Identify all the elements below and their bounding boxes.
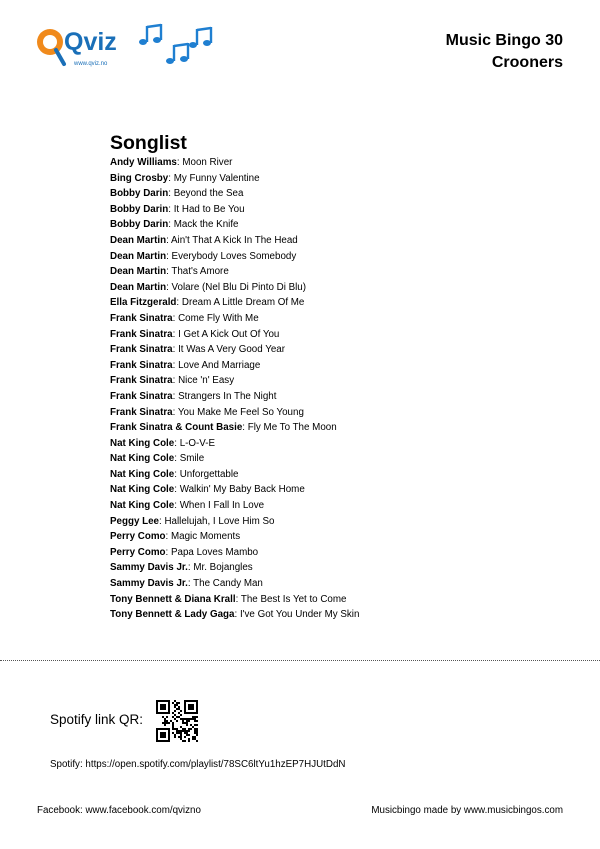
song-item: Frank Sinatra: You Make Me Feel So Young: [110, 406, 304, 418]
song-artist: Dean Martin: [110, 266, 167, 278]
song-title: Strangers In The Night: [178, 390, 277, 402]
song-title: Mr. Bojangles: [193, 562, 253, 574]
song-item: Sammy Davis Jr.: Mr. Bojangles: [110, 562, 253, 574]
song-item: Nat King Cole: Smile: [110, 453, 205, 465]
song-title: Beyond the Sea: [173, 188, 244, 200]
song-item: Frank Sinatra: It Was A Very Good Year: [110, 344, 286, 356]
song-item: Ella Fitzgerald: Dream A Little Dream Of Me: [110, 297, 305, 309]
facebook-link[interactable]: Facebook: www.facebook.com/qvizno: [37, 805, 201, 816]
song-title: My Funny Valentine: [173, 172, 260, 184]
musicbingos-credit[interactable]: Musicbingo made by www.musicbingos.com: [371, 805, 563, 816]
song-item: Bobby Darin: Beyond the Sea: [110, 188, 244, 200]
song-title: The Candy Man: [193, 578, 263, 590]
song-artist: Frank Sinatra: [110, 312, 173, 324]
song-artist: Dean Martin: [110, 250, 167, 262]
song-item: Perry Como: Papa Loves Mambo: [110, 546, 259, 558]
spotify-link[interactable]: Spotify: https://open.spotify.com/playlist/78SC6ltYu1hzEP7HJUtDdN: [50, 759, 346, 770]
song-item: Nat King Cole: L-O-V-E: [110, 437, 216, 449]
song-artist: Tony Bennett & Lady Gaga: [110, 609, 235, 621]
song-title: I Get A Kick Out Of You: [178, 328, 280, 340]
song-artist: Tony Bennett & Diana Krall: [110, 593, 236, 605]
logo-text: Qviz: [64, 28, 117, 56]
song-item: Nat King Cole: When I Fall In Love: [110, 500, 265, 512]
song-artist: Frank Sinatra: [110, 328, 173, 340]
dotted-divider: [0, 660, 600, 661]
header-title-block: [446, 30, 563, 74]
song-title: Unforgettable: [179, 468, 239, 480]
songlist-heading: Songlist: [110, 132, 187, 154]
qviz-logo: [34, 20, 126, 70]
song-artist: Nat King Cole: [110, 453, 175, 465]
song-title: It Was A Very Good Year: [178, 344, 286, 356]
song-title: L-O-V-E: [179, 437, 216, 449]
song-title: Smile: [179, 453, 205, 465]
song-artist: Ella Fitzgerald: [110, 297, 177, 309]
song-title: Everybody Loves Somebody: [171, 250, 297, 262]
song-title: Come Fly With Me: [178, 312, 259, 324]
song-item: Frank Sinatra: Strangers In The Night: [110, 390, 277, 402]
song-title: I've Got You Under My Skin: [239, 609, 360, 621]
song-title: Fly Me To The Moon: [247, 422, 337, 434]
song-artist: Andy Williams: [110, 157, 177, 168]
song-title: Love And Marriage: [178, 359, 261, 371]
song-artist: Nat King Cole: [110, 500, 175, 512]
spotify-qr-code[interactable]: [156, 700, 198, 742]
bingo-title: Music Bingo 30: [445, 32, 563, 49]
song-item: Tony Bennett & Lady Gaga: I've Got You Under My Skin: [110, 609, 360, 621]
song-artist: Bobby Darin: [110, 188, 169, 200]
song-item: Nat King Cole: Unforgettable: [110, 468, 239, 480]
song-artist: Frank Sinatra: [110, 390, 173, 402]
song-title: Mack the Knife: [173, 219, 239, 231]
song-item: Bobby Darin: It Had to Be You: [110, 203, 245, 215]
song-item: Tony Bennett & Diana Krall: The Best Is Yet to Come: [110, 593, 347, 605]
song-item: Peggy Lee: Hallelujah, I Love Him So: [110, 515, 275, 527]
song-item: Dean Martin: Volare (Nel Blu Di Pinto Di Blu): [110, 281, 307, 293]
song-artist: Frank Sinatra: [110, 344, 173, 356]
song-item: Frank Sinatra: Nice 'n' Easy: [110, 375, 235, 387]
music-notes-icon: [135, 20, 220, 66]
song-title: It Had to Be You: [173, 203, 245, 215]
song-artist: Dean Martin: [110, 281, 167, 293]
song-title: When I Fall In Love: [179, 500, 265, 512]
song-title: Dream A Little Dream Of Me: [181, 297, 305, 309]
song-item: Bing Crosby: My Funny Valentine: [110, 172, 260, 184]
song-title: Nice 'n' Easy: [178, 375, 235, 387]
bingo-theme: Crooners: [491, 54, 563, 71]
song-artist: Nat King Cole: [110, 484, 175, 496]
song-item: Perry Como: Magic Moments: [110, 531, 241, 543]
song-title: Moon River: [182, 157, 233, 168]
song-title: Papa Loves Mambo: [171, 546, 259, 558]
logo-url: www.qviz.no: [74, 61, 108, 67]
song-title: Magic Moments: [171, 531, 241, 543]
song-item: Dean Martin: Everybody Loves Somebody: [110, 250, 297, 262]
qr-label: Spotify link QR:: [50, 712, 144, 727]
song-artist: Frank Sinatra & Count Basie: [110, 422, 243, 434]
song-artist: Perry Como: [110, 531, 166, 543]
song-item: Frank Sinatra: Love And Marriage: [110, 359, 261, 371]
song-artist: Frank Sinatra: [110, 406, 173, 418]
song-list: [110, 155, 359, 623]
song-artist: Bobby Darin: [110, 203, 169, 215]
song-artist: Peggy Lee: [110, 515, 160, 527]
song-artist: Perry Como: [110, 546, 166, 558]
song-item: Frank Sinatra: Come Fly With Me: [110, 312, 259, 324]
song-artist: Frank Sinatra: [110, 375, 173, 387]
song-title: The Best Is Yet to Come: [240, 593, 347, 605]
song-title: That's Amore: [171, 266, 229, 278]
song-item: Frank Sinatra: I Get A Kick Out Of You: [110, 328, 280, 340]
song-item: Bobby Darin: Mack the Knife: [110, 219, 239, 231]
song-artist: Nat King Cole: [110, 468, 175, 480]
song-item: Andy Williams: Moon River: [110, 157, 233, 168]
song-title: Ain't That A Kick In The Head: [170, 234, 298, 246]
song-artist: Nat King Cole: [110, 437, 175, 449]
song-item: Dean Martin: Ain't That A Kick In The Head: [110, 234, 298, 246]
song-title: Hallelujah, I Love Him So: [164, 515, 275, 527]
song-artist: Bing Crosby: [110, 172, 169, 184]
song-item: Sammy Davis Jr.: The Candy Man: [110, 578, 263, 590]
song-item: Nat King Cole: Walkin' My Baby Back Home: [110, 484, 305, 496]
song-item: Dean Martin: That's Amore: [110, 266, 229, 278]
song-title: Walkin' My Baby Back Home: [179, 484, 305, 496]
song-title: You Make Me Feel So Young: [177, 406, 304, 418]
song-artist: Dean Martin: [110, 234, 167, 246]
song-artist: Frank Sinatra: [110, 359, 173, 371]
qviz-logo-mark: [34, 20, 126, 70]
song-item: Frank Sinatra & Count Basie: Fly Me To The Moon: [110, 422, 337, 434]
song-artist: Sammy Davis Jr.: [110, 562, 188, 574]
song-artist: Bobby Darin: [110, 219, 169, 231]
song-artist: Sammy Davis Jr.: [110, 578, 188, 590]
song-title: Volare (Nel Blu Di Pinto Di Blu): [171, 281, 307, 293]
